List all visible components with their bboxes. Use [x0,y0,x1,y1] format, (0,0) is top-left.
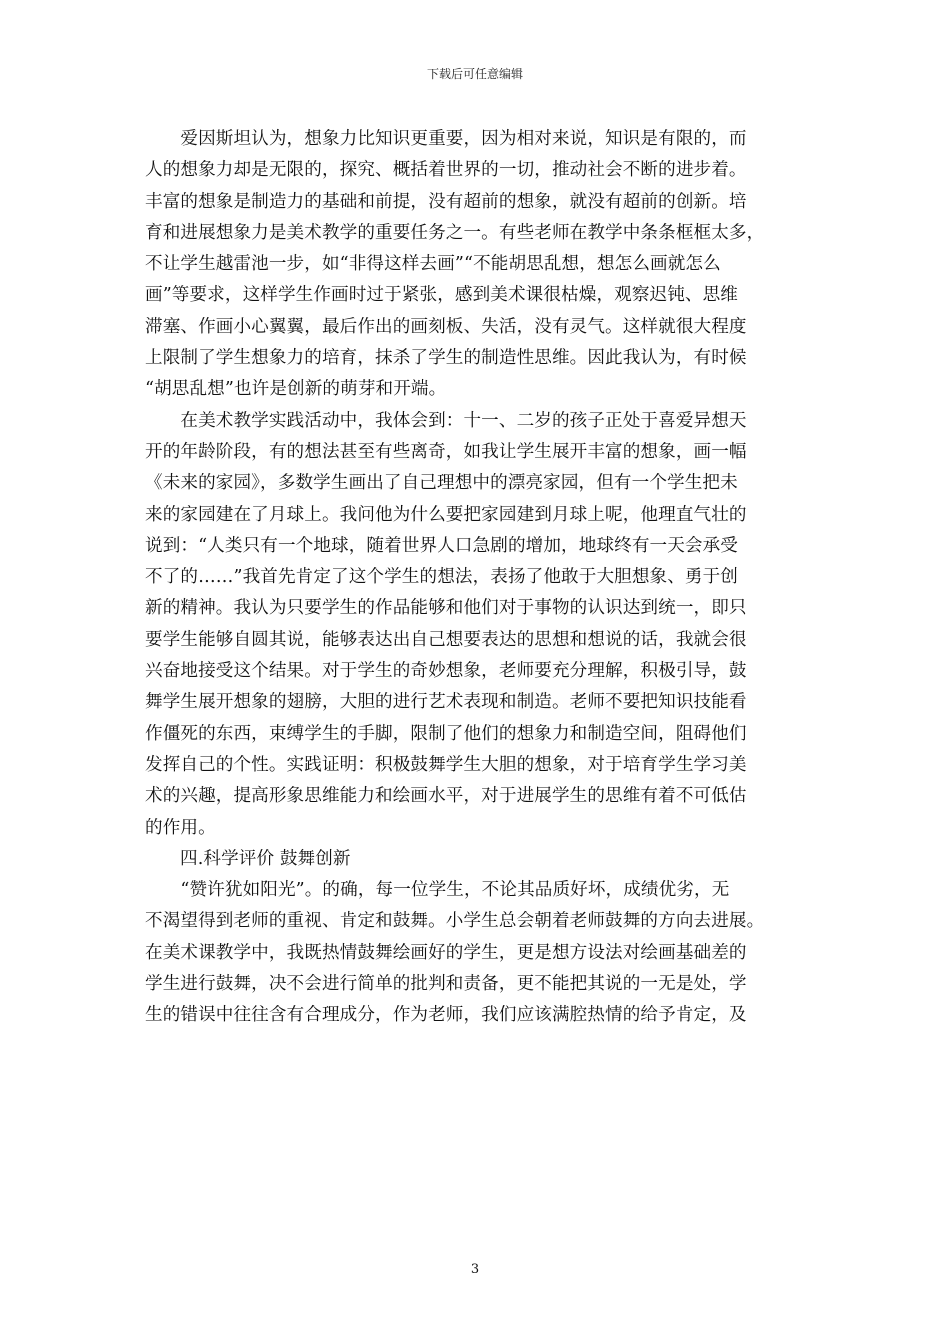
text-line: 生的错误中往往含有合理成分，作为老师，我们应该满腔热情的给予肯定，及 [145,1005,747,1026]
text-line: 人的想象力却是无限的，探究、概括着世界的一切，推动社会不断的进步着。 [145,160,747,181]
text-line: 在美术课教学中，我既热情鼓舞绘画好的学生，更是想方设法对绘画基础差的 [145,942,747,963]
text-line: 新的精神。我认为只要学生的作品能够和他们对于事物的认识达到统一，即只 [145,598,747,619]
text-line: 不让学生越雷池一步，如“非得这样去画”“不能胡思乱想，想怎么画就怎么 [145,254,721,275]
text-line: 育和进展想象力是美术教学的重要任务之一。有些老师在教学中条条框框太多， [145,222,765,243]
page-header: 下载后可任意编辑 [426,67,523,81]
text-line: 要学生能够自圆其说，能够表达出自己想要表达的思想和想说的话，我就会很 [145,629,747,650]
text-line: 爱因斯坦认为，想象力比知识更重要，因为相对来说，知识是有限的，而 [145,129,747,149]
text-line: 上限制了学生想象力的培育，抹杀了学生的制造性思维。因此我认为，有时候 [145,348,747,369]
text-line: “赞许犹如阳光”。的确，每一位学生，不论其品质好坏，成绩优劣，无 [145,880,730,901]
text-line: 兴奋地接受这个结果。对于学生的奇妙想象，老师要充分理解，积极引导，鼓 [145,661,747,682]
text-line: 丰富的想象是制造力的基础和前提，没有超前的想象，就没有超前的创新。培 [145,191,747,212]
text-line: 不渴望得到老师的重视、肯定和鼓舞。小学生总会朝着老师鼓舞的方向去进展。 [145,911,765,932]
text-line: 来的家园建在了月球上。我问他为什么要把家园建到月球上呢，他理直气壮的 [145,504,747,525]
document-body [145,124,810,1032]
text-line: 不了的……”我首先肯定了这个学生的想法，表扬了他敢于大胆想象、勇于创 [145,567,738,588]
text-line: “胡思乱想”也许是创新的萌芽和开端。 [145,379,447,400]
text-line: 《未来的家园》，多数学生画出了自己理想中的漂亮家园，但有一个学生把未 [145,473,738,494]
text-line: 在美术教学实践活动中，我体会到：十一、二岁的孩子正处于喜爱异想天 [145,410,747,431]
page-number: 3 [470,1262,480,1277]
text-line: 滞塞、作画小心翼翼，最后作出的画刻板、失活，没有灵气。这样就很大程度 [145,316,747,337]
text-line: 开的年龄阶段，有的想法甚至有些离奇，如我让学生展开丰富的想象，画一幅 [145,441,747,462]
text-line: 发挥自己的个性。实践证明：积极鼓舞学生大胆的想象，对于培育学生学习美 [145,754,747,775]
text-line: 的作用。 [145,817,216,838]
section-heading: 四.科学评价 鼓舞创新 [180,848,351,869]
text-line: 画”等要求，这样学生作画时过于紧张，感到美术课很枯燥，观察迟钝、思维 [145,285,738,306]
text-line: 作僵死的东西，束缚学生的手脚，限制了他们的想象力和制造空间，阻碍他们 [145,723,747,744]
text-line: 舞学生展开想象的翅膀，大胆的进行艺术表现和制造。老师不要把知识技能看 [145,692,747,713]
text-line: 说到：“人类只有一个地球，随着世界人口急剧的增加，地球终有一天会承受 [145,535,738,556]
text-line: 学生进行鼓舞，决不会进行简单的批判和责备，更不能把其说的一无是处，学 [145,974,747,995]
text-line: 术的兴趣，提高形象思维能力和绘画水平，对于进展学生的思维有着不可低估 [145,786,747,807]
